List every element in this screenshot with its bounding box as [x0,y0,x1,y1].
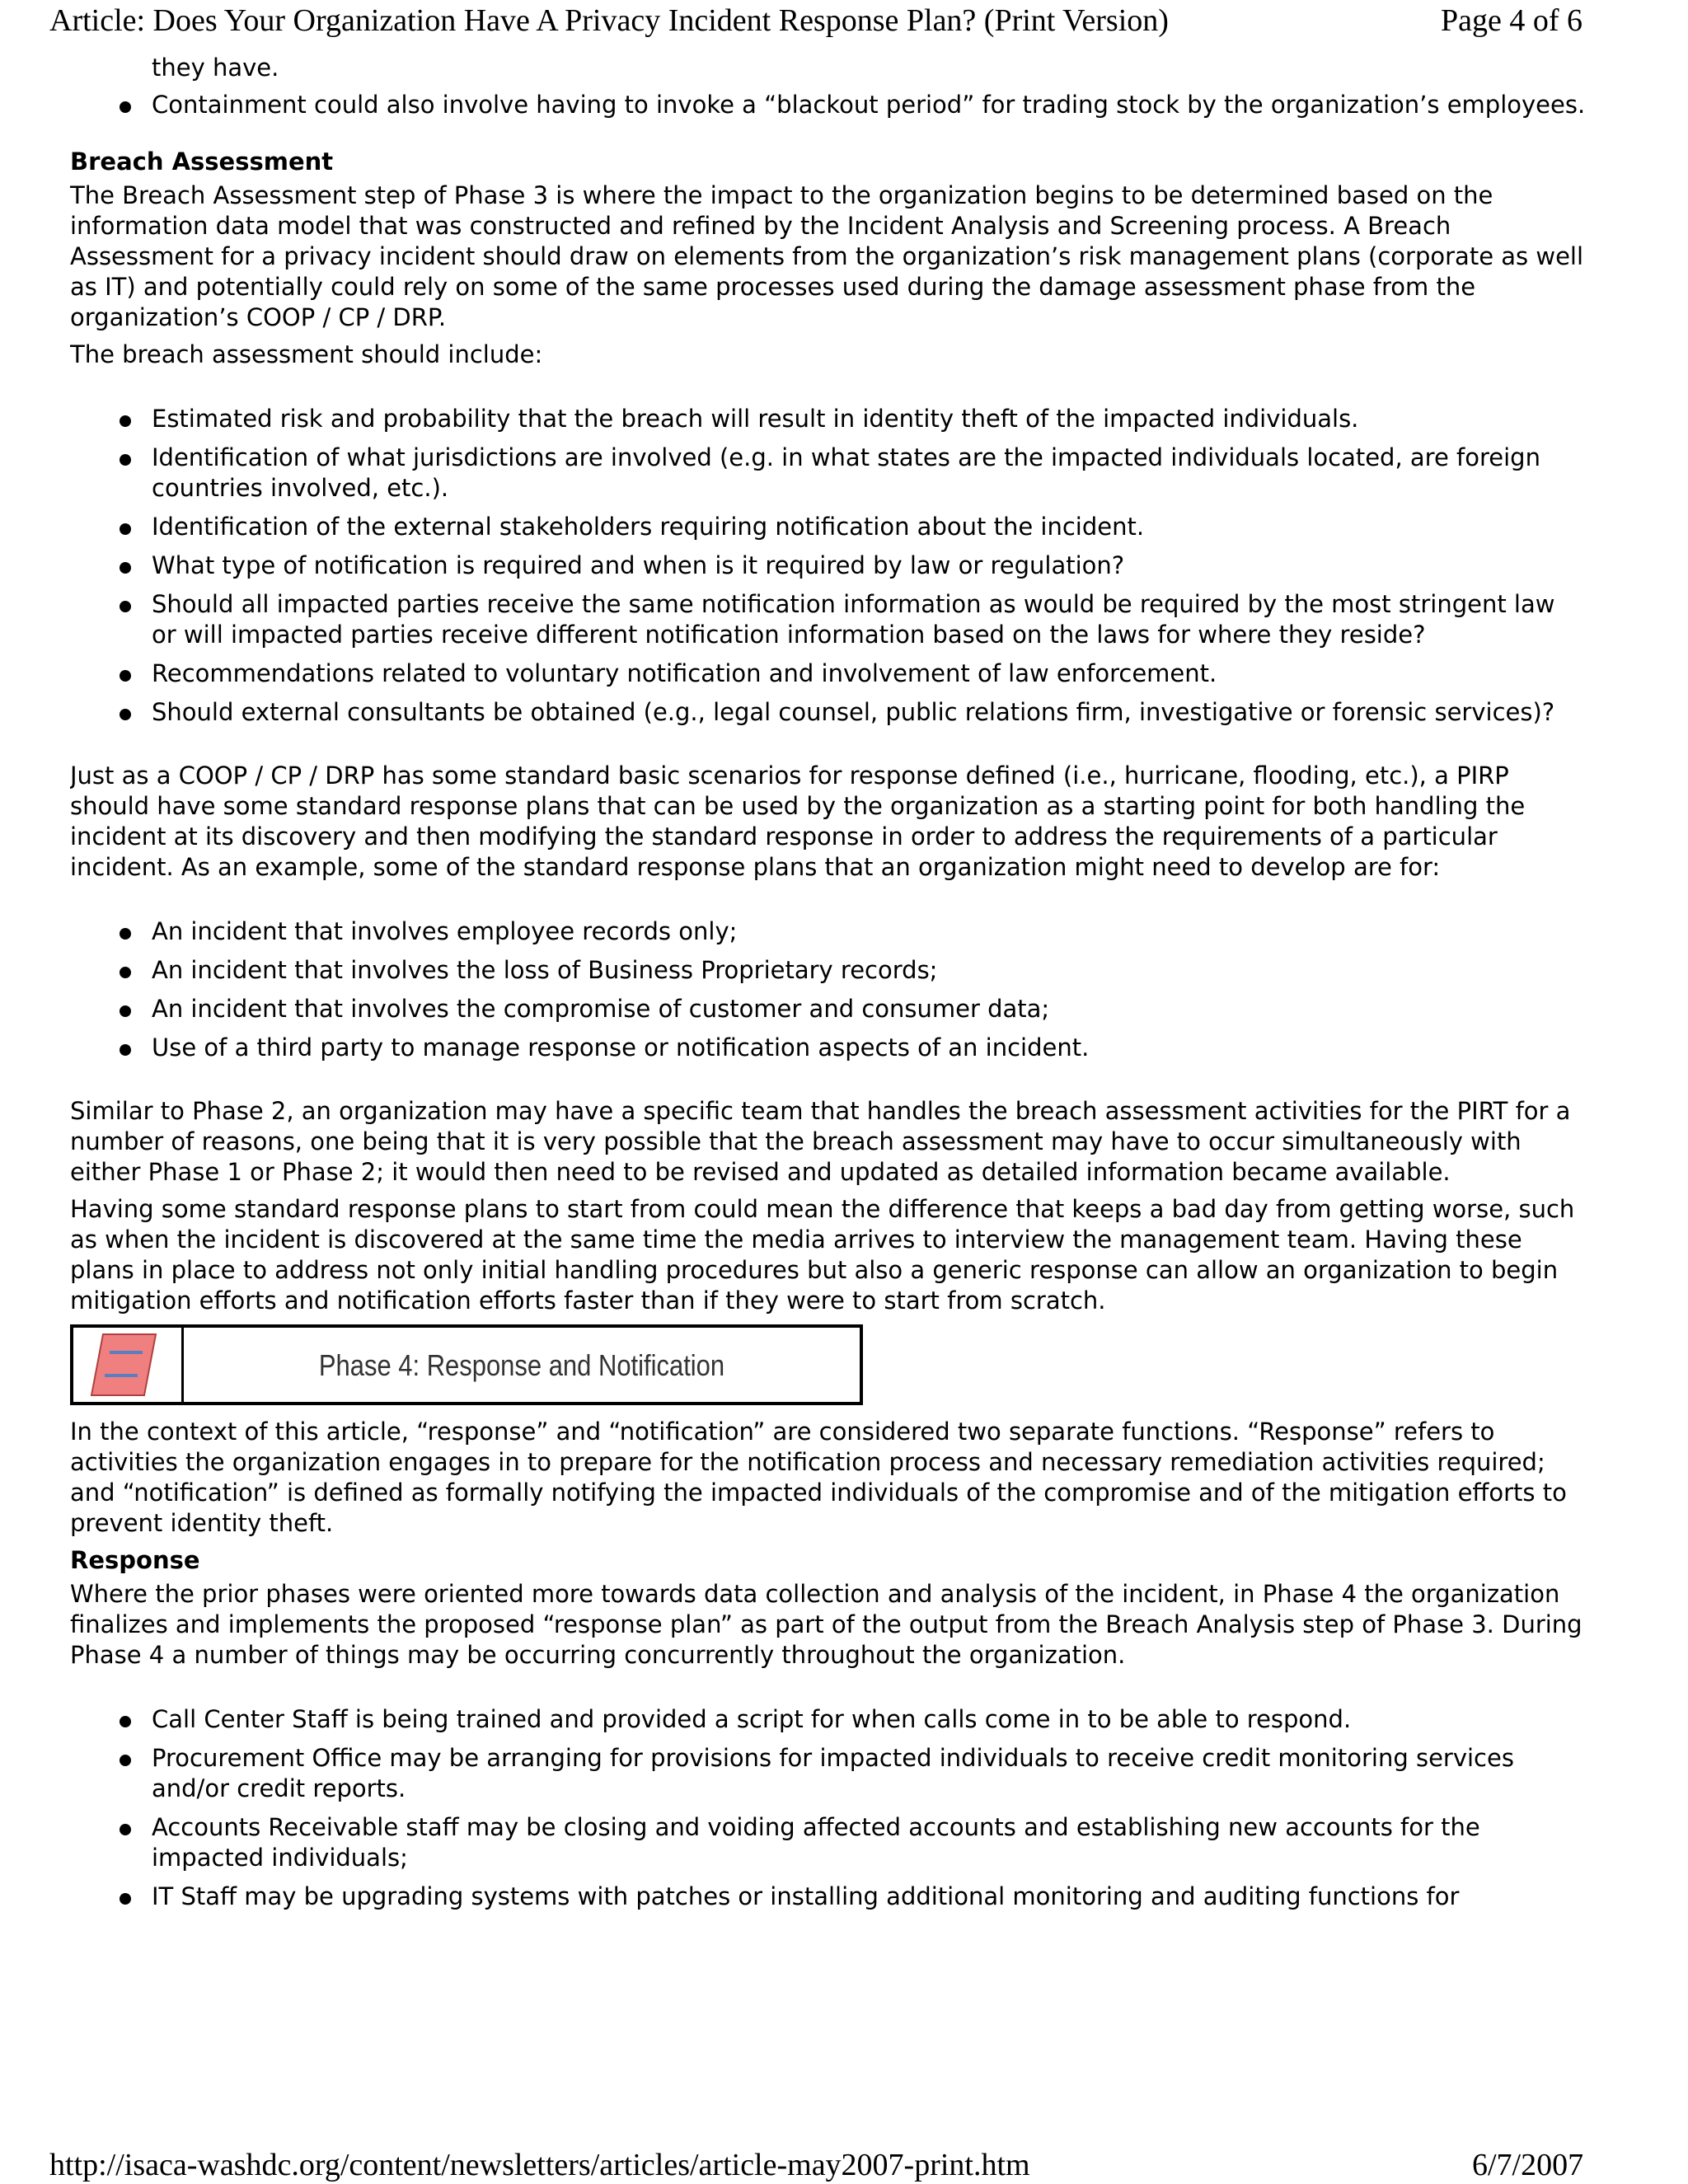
bullet-icon [120,1824,131,1835]
bullet-icon [120,1044,131,1056]
bullet-icon [120,523,131,535]
containment-list [70,90,1587,120]
list-item: IT Staff may be upgrading systems with patches or installing additional monitoring and auditing functions for [70,1882,1587,1912]
list-item: Should all impacted parties receive the same notification information as would be required by the most stringent law or will impacted parties receive different notification information based on the laws for where they reside? [70,589,1587,650]
list-item: Accounts Receivable staff may be closing and voiding affected accounts and establishing new accounts for the impacted individuals; [70,1812,1587,1873]
list-item: Identification of the external stakeholders requiring notification about the incident. [70,512,1587,542]
bullet-icon [120,601,131,612]
bullet-icon [120,670,131,682]
bullet-icon [120,1716,131,1727]
bullet-icon [120,967,131,978]
list-item: What type of notification is required and when is it required by law or regulation? [70,551,1587,581]
page-number: Page 4 of 6 [1441,3,1583,38]
list-item: Recommendations related to voluntary notification and involvement of law enforcement. [70,658,1587,689]
source-url: http://isaca-washdc.org/content/newsletters/articles/article-may2007-print.htm [49,2148,1030,2182]
list-item: Procurement Office may be arranging for provisions for impacted individuals to receive credit monitoring services and/or credit reports. [70,1743,1587,1804]
bullet-icon [120,454,131,466]
bullet-icon [120,709,131,720]
list-item: Identification of what jurisdictions are involved (e.g. in what states are the impacted individuals located, are foreign countries involved, etc.). [70,443,1587,504]
paragraph: Having some standard response plans to start from could mean the difference that keeps a bad day from getting worse, such as when the incident is discovered at the same time the media arrives to interview the management team. Having these plans in place to address not only initial handling procedures but also a generic response can allow an organization to begin mitigation efforts and notification efforts faster than if they were to start from scratch. [70,1195,1575,1315]
paragraph: Just as a COOP / CP / DRP has some standard basic scenarios for response defined (i.e., hurricane, flooding, etc.), a PIRP should have some standard response plans that can be used by the organization as a starting point for both handling the incident at its discovery and then modifying the standard response in order to address the requirements of a particular incident. As an example, some of the standard response plans that an organization might need to develop are for: [70,762,1526,881]
list-item: An incident that involves employee records only; [70,916,1587,947]
phase-diagram-icon [73,1328,179,1402]
article-content [70,53,1587,2088]
bullet-icon [120,1893,131,1905]
phase-4-banner [70,1324,863,1405]
breach-assessment-heading: Breach Assessment [70,148,334,176]
response-heading: Response [70,1546,200,1574]
paragraph: The Breach Assessment step of Phase 3 is where the impact to the organization begins to be determined based on the information data model that was constructed and refined by the Incident Analysis and Screening process. A Breach Assessment for a privacy incident should draw on elements from the organization’s risk management plans (corporate as well as IT) and potentially could rely on some of the same processes used during the damage assessment phase from the organization’s COOP / CP / DRP. [70,181,1584,331]
document-title: Article: Does Your Organization Have A Privacy Incident Response Plan? (Print Version) [49,3,1169,38]
print-date: 6/7/2007 [1472,2148,1584,2182]
list-item: An incident that involves the compromise of customer and consumer data; [70,994,1587,1024]
bullet-icon [120,562,131,574]
list-item: Containment could also involve having to invoke a “blackout period” for trading stock by the organization’s employees. [70,90,1587,120]
list-item: Call Center Staff is being trained and provided a script for when calls come in to be able to respond. [70,1704,1587,1735]
breach-assessment-list [70,404,1587,728]
page-header [0,0,1688,41]
list-item: Estimated risk and probability that the breach will result in identity theft of the impacted individuals. [70,404,1587,434]
standard-plans-list [70,916,1587,1063]
bullet-icon [120,415,131,427]
phase-4-label: Phase 4: Response and Notification [318,1347,725,1382]
continuation-text: they have. [152,54,279,82]
paragraph: Where the prior phases were oriented more towards data collection and analysis of the incident, in Phase 4 the organization finalizes and implements the proposed “response plan” as part of the output from the Breach Analysis step of Phase 3. During Phase 4 a number of things may be occurring concurrently throughout the organization. [70,1580,1582,1669]
list-item: Use of a third party to manage response or notification aspects of an incident. [70,1033,1587,1063]
list-item: An incident that involves the loss of Business Proprietary records; [70,955,1587,986]
bullet-icon [120,101,131,113]
phase-icon-cell [73,1328,184,1402]
bullet-icon [120,1755,131,1766]
page-footer [0,2147,1688,2184]
paragraph: In the context of this article, “response” and “notification” are considered two separate functions. “Response” refers to activities the organization engages in to prepare for the notification process and necessary remediation activities required; and “notification” is defined as formally notifying the impacted individuals of the compromise and of the mitigation efforts to prevent identity theft. [70,1418,1567,1537]
bullet-icon [120,1005,131,1017]
response-activities-list [70,1704,1587,1912]
paragraph: Similar to Phase 2, an organization may have a specific team that handles the breach assessment activities for the PIRT for a number of reasons, one being that it is very possible that the breach assessment may have to occur simultaneously with either Phase 1 or Phase 2; it would then need to be revised and updated as detailed information became available. [70,1097,1571,1186]
paragraph: The breach assessment should include: [70,340,543,368]
list-item: Should external consultants be obtained (e.g., legal counsel, public relations firm, investigative or forensic services)? [70,697,1587,728]
bullet-icon [120,928,131,940]
